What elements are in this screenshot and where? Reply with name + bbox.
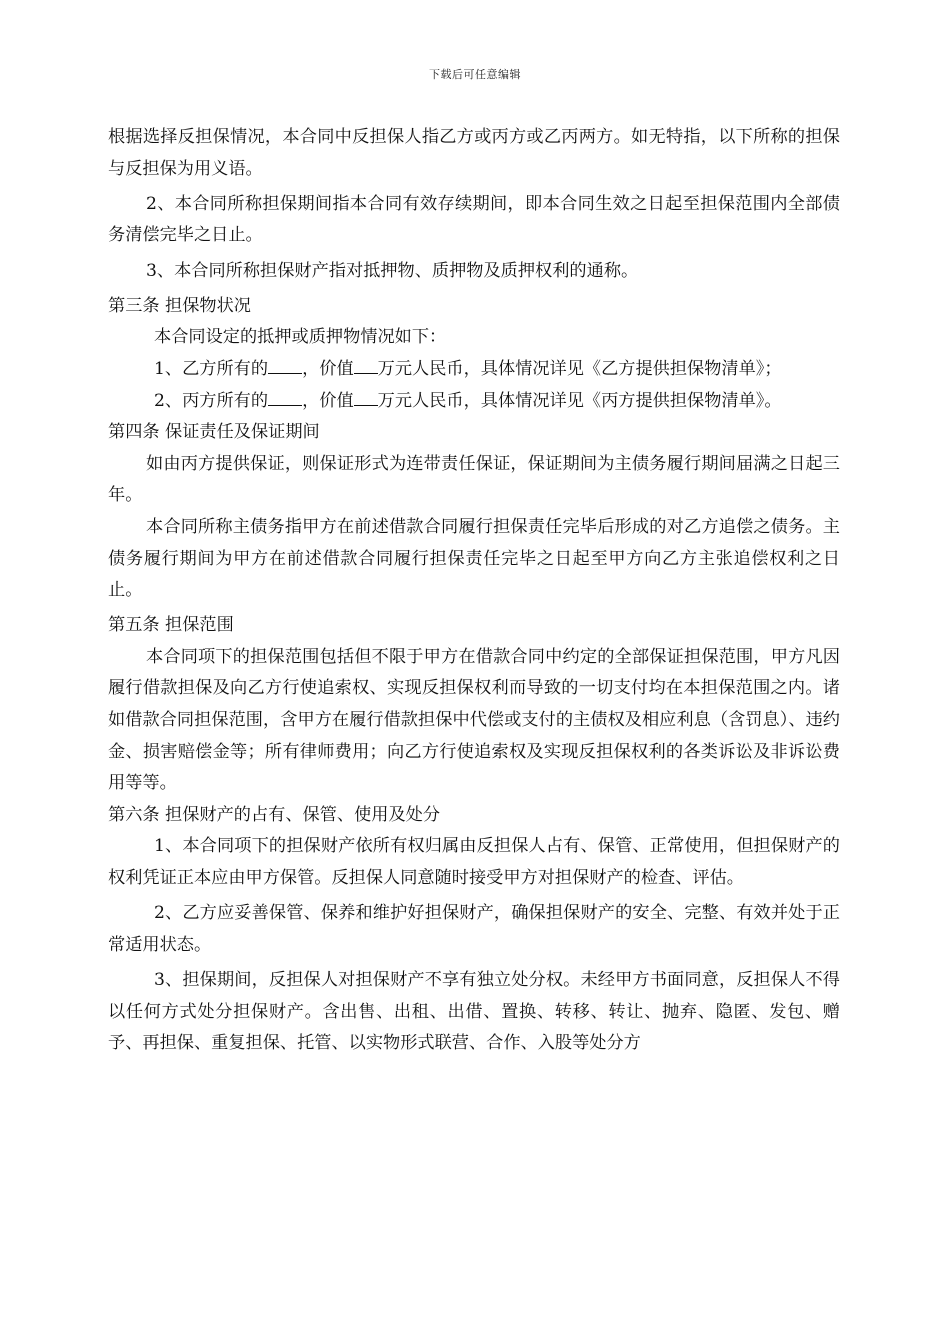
- item1-suffix: 万元人民币，具体情况详见《乙方提供担保物清单》；: [377, 358, 782, 379]
- paragraph-main-debt: 本合同所称主债务指甲方在前述借款合同履行担保责任完毕后形成的对乙方追偿之债务。主债务履行期间为甲方在前述借款合同履行担保责任完毕之日起至甲方向乙方主张追偿权利之日止。: [108, 516, 840, 601]
- item2-prefix: 2、丙方所有的: [154, 390, 269, 411]
- heading-article-4: 第四条 保证责任及保证期间: [108, 422, 320, 443]
- item2-value-label: ，价值: [302, 390, 354, 411]
- heading-article-5: 第五条 担保范围: [108, 615, 234, 636]
- blank-field: [354, 357, 378, 374]
- paragraph-collateral-intro: 本合同设定的抵押或质押物情况如下：: [154, 327, 447, 348]
- paragraph-guarantee-period: 2、本合同所称担保期间指本合同有效存续期间，即本合同生效之日起至担保范围内全部债务清偿完毕之日止。: [108, 193, 840, 246]
- paragraph-disposal: 3、担保期间，反担保人对担保财产不享有独立处分权。未经甲方书面同意，反担保人不得以任何方式处分担保财产。含出售、出租、出借、置换、转移、转让、抛弃、隐匿、发包、赠予、再担保、重复担保、托管、以实物形式联营、合作、入股等处分方: [108, 970, 840, 1054]
- item1-prefix: 1、乙方所有的: [154, 358, 269, 379]
- collateral-item-2: [108, 386, 840, 418]
- heading-article-6: 第六条 担保财产的占有、保管、使用及处分: [108, 804, 441, 825]
- paragraph-possession: 1、本合同项下的担保财产依所有权归属由反担保人占有、保管、正常使用，但担保财产的权利凭证正本应由甲方保管。反担保人同意随时接受甲方对担保财产的检查、评估。: [108, 836, 840, 889]
- paragraph-guarantee-property: 3、本合同所称担保财产指对抵押物、质押物及质押权利的通称。: [146, 260, 639, 281]
- heading-article-3: 第三条 担保物状况: [108, 295, 251, 316]
- collateral-item-1: [108, 354, 840, 386]
- item1-value-label: ，价值: [302, 358, 354, 379]
- document-body: [108, 122, 840, 1060]
- blank-field: [268, 389, 302, 406]
- paragraph-guarantee-scope: 本合同项下的担保范围包括但不限于甲方在借款合同中约定的全部保证担保范围，甲方凡因履行借款担保及向乙方行使追索权、实现反担保权利而导致的一切支付均在本担保范围之内。诸如借款合同担保范围，含甲方在履行借款担保中代偿或支付的主债权及相应利息（含罚息）、违约金、损害赔偿金等；所有律师费用；向乙方行使追索权及实现反担保权利的各类诉讼及非诉讼费用等等。: [108, 646, 840, 794]
- paragraph-guarantee-form: 如由丙方提供保证，则保证形式为连带责任保证，保证期间为主债务履行期间届满之日起三年。: [108, 453, 840, 506]
- header-note: 下载后可任意编辑: [429, 68, 521, 81]
- blank-field: [354, 389, 378, 406]
- paragraph-maintenance: 2、乙方应妥善保管、保养和维护好担保财产，确保担保财产的安全、完整、有效并处于正常适用状态。: [108, 903, 840, 955]
- blank-field: [268, 357, 302, 374]
- item2-suffix: 万元人民币，具体情况详见《丙方提供担保物清单》。: [377, 390, 782, 411]
- paragraph-definitions: 根据选择反担保情况，本合同中反担保人指乙方或丙方或乙丙两方。如无特指，以下所称的担保与反担保为用义语。: [108, 127, 840, 179]
